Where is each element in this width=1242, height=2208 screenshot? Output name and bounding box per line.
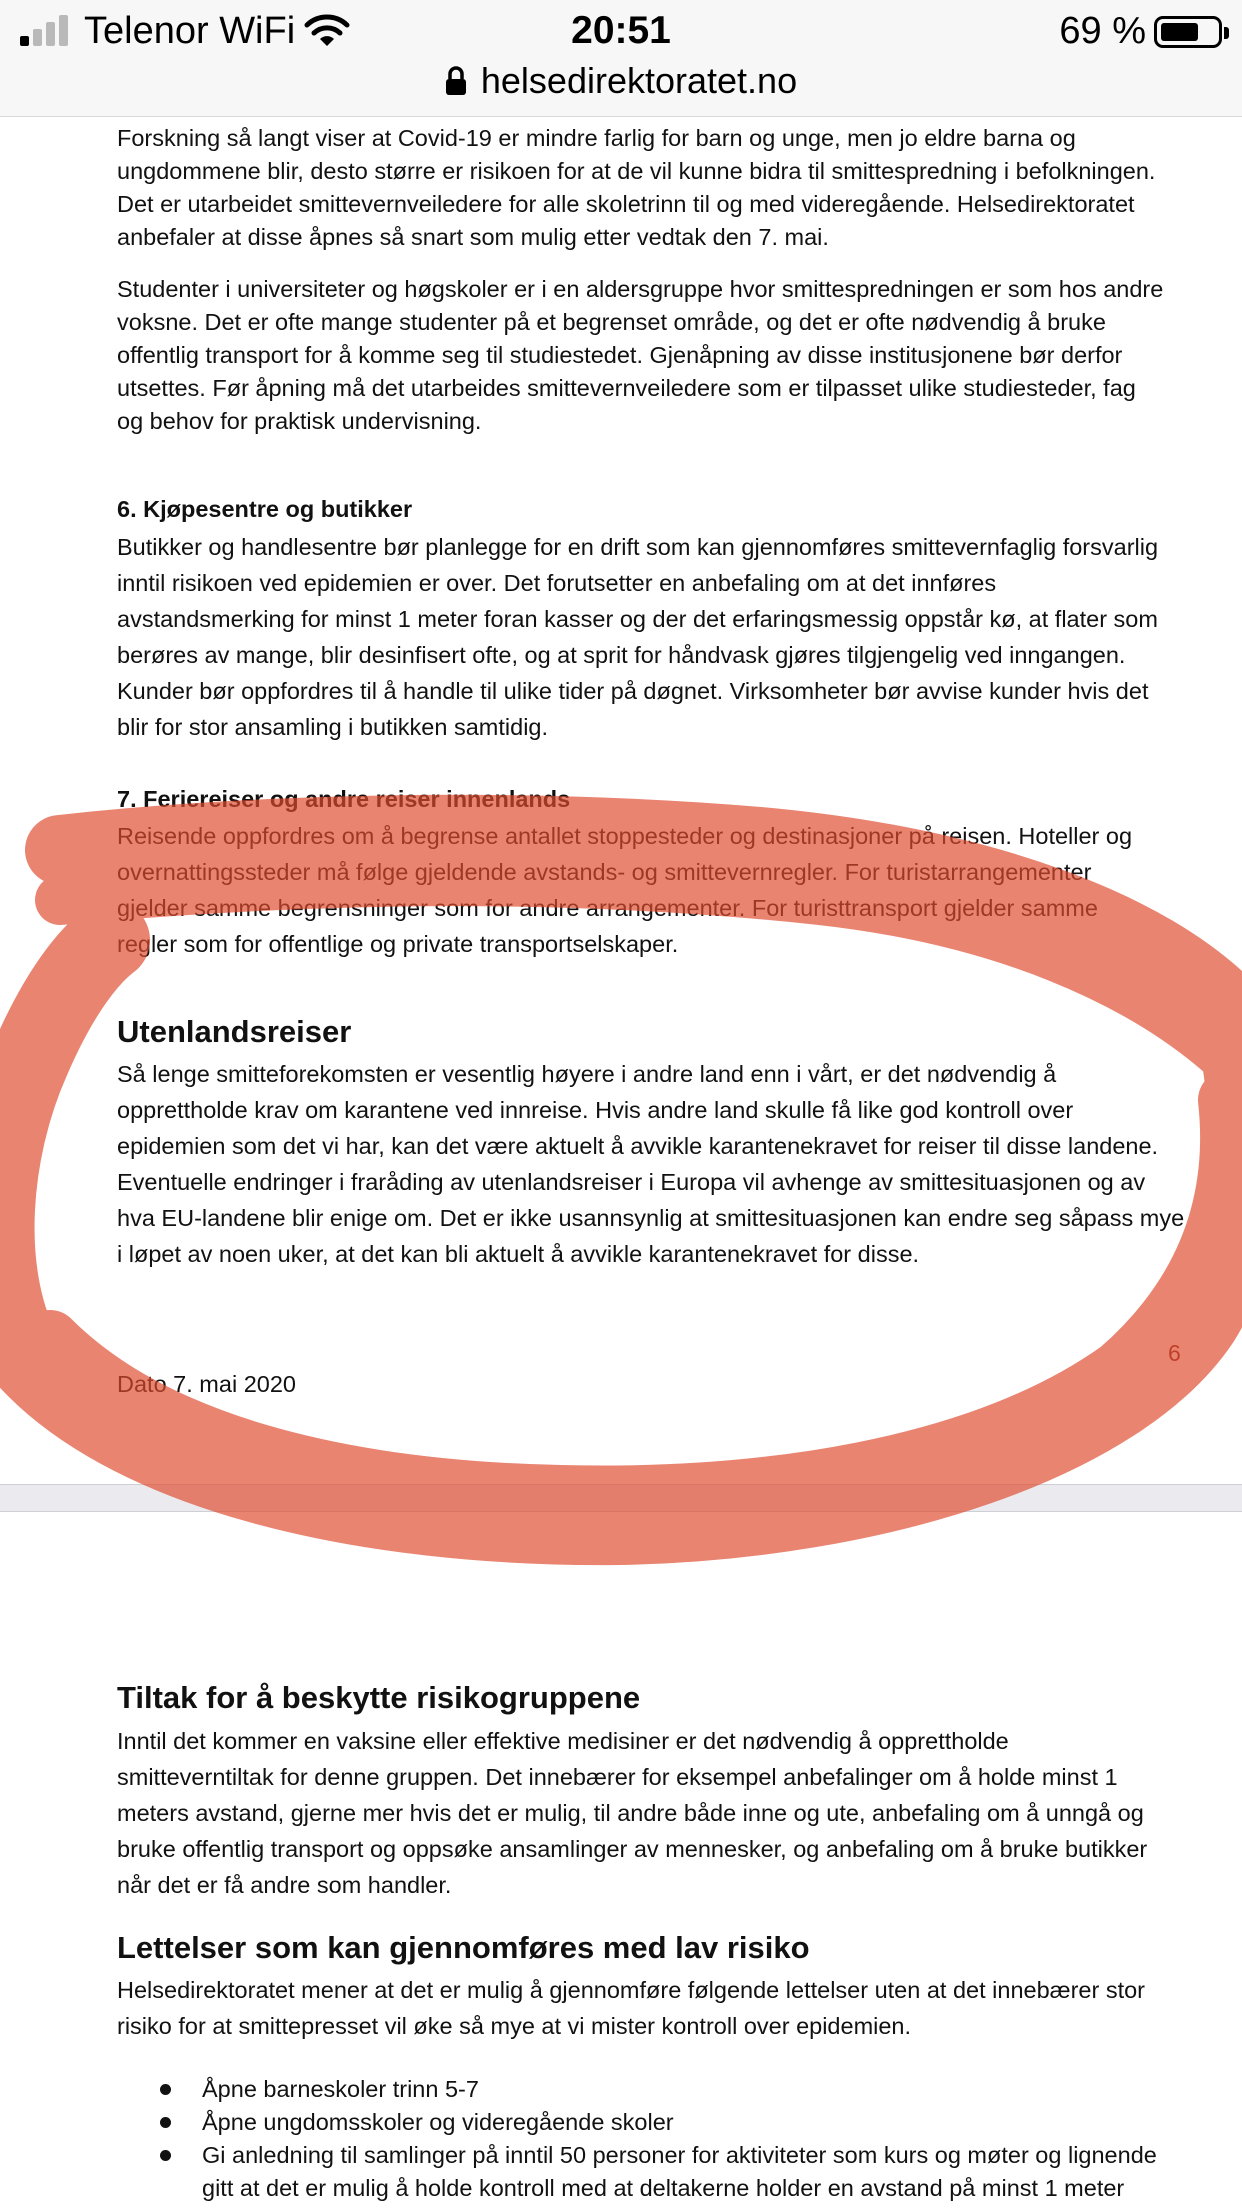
text-line: epidemien som det vi har, kan det være aktuelt å avvikle karantenekravet for reiser til disse landene. — [117, 1133, 1159, 1159]
intro-paragraph-2 — [117, 273, 1187, 438]
bullet-icon — [160, 2117, 171, 2128]
text-line: Inntil det kommer en vaksine eller effektive medisiner er det nødvendig å opprettholde — [117, 1728, 1009, 1754]
text-line: anbefaler at disse åpnes så snart som mulig etter vedtak den 7. mai. — [117, 224, 829, 250]
text-line: Det er utarbeidet smittevernveiledere for alle skoletrinn til og med videregående. Helsedirektoratet — [117, 191, 1135, 217]
lock-icon — [445, 66, 467, 96]
list-item-text: Åpne barneskoler trinn 5-7 — [202, 2076, 479, 2102]
clock: 20:51 — [571, 9, 671, 52]
text-line: Eventuelle endringer i fraråding av utenlandsreiser i Europa vil avhenge av smittesituasjonen og av — [117, 1169, 1146, 1195]
text-line: Reisende oppfordres om å begrense antallet stoppesteder og destinasjoner på reisen. Hoteller og — [117, 823, 1133, 849]
text-line: utsettes. Før åpning må det utarbeides smittevernveiledere som er tilpasset ulike studiesteder, fag — [117, 375, 1136, 401]
text-line: voksne. Det er ofte mange studenter på et begrenset område, og det er ofte nødvendig å bruke — [117, 309, 1106, 335]
date-footer: Dato 7. mai 2020 — [117, 1371, 296, 1397]
text-line: ungdommene blir, desto større er risikoen for at de vil kunne bidra til smittespredning i befolkningen. — [117, 158, 1156, 184]
text-line: Studenter i universiteter og høgskoler er i en aldersgruppe hvor smittespredningen er som hos andre — [117, 276, 1164, 302]
text-line: og behov for praktisk undervisning. — [117, 408, 482, 434]
text-line: Så lenge smitteforekomsten er vesentlig høyere i andre land enn i vårt, er det nødvendig å — [117, 1061, 1057, 1087]
text-line: opprettholde krav om karantene ved innreise. Hvis andre land skulle få like god kontroll over — [117, 1097, 1074, 1123]
text-line: avstandsmerking for minst 1 meter foran kasser og der det erfaringsmessig oppstår kø, at flater som — [117, 606, 1158, 632]
text-line: Forskning så langt viser at Covid-19 er mindre farlig for barn og unge, men jo eldre barna og — [117, 125, 1076, 151]
list-item-text: Gi anledning til samlinger på inntil 50 personer for aktiviteter som kurs og møter og lignende — [202, 2142, 1157, 2168]
list-item — [0, 2106, 1242, 2139]
list-item-text: gitt at det er mulig å holde kontroll med at deltakerne holder en avstand på minst 1 meter — [202, 2175, 1125, 2201]
risikogruppene-text — [117, 1723, 1187, 1903]
utenlandsreiser-text — [117, 1056, 1187, 1272]
text-line: overnattingssteder må følge gjeldende avstands- og smittevernregler. For turistarrangementer — [117, 859, 1092, 885]
text-line: Kunder bør oppfordres til å handle til ulike tider på døgnet. Virksomheter bør avvise kunder hvis det — [117, 678, 1149, 704]
utenlandsreiser-heading: Utenlandsreiser — [117, 1014, 352, 1049]
text-line: hva EU-landene blir enige om. Det er ikke usannsynlig at smittesituasjonen kan endre seg såpass mye — [117, 1205, 1185, 1231]
text-line: bruke offentlig transport og oppsøke ansamlinger av mennesker, og anbefaling om å bruke butikker — [117, 1836, 1148, 1862]
status-bar — [0, 0, 1242, 62]
section-7-text — [117, 818, 1187, 962]
list-item-text: Åpne ungdomsskoler og videregående skoler — [202, 2109, 674, 2135]
address-bar[interactable] — [0, 58, 1242, 104]
battery-percentage: 69 % — [1059, 10, 1146, 52]
text-line: berøres av mange, blir desinfisert ofte, og at sprit for håndvask gjøres tilgjengelig ved inngangen. — [117, 642, 1126, 668]
text-line: regler som for offentlige og private transportselskaper. — [117, 931, 679, 957]
section-6-title: 6. Kjøpesentre og butikker — [117, 496, 413, 522]
list-item — [0, 2073, 1242, 2106]
bullet-icon — [160, 2150, 171, 2161]
carrier-name: Telenor WiFi — [84, 10, 296, 52]
text-line: risiko for at smittepresset vil øke så mye at vi mister kontroll over epidemien. — [117, 2013, 912, 2039]
intro-paragraph-1 — [117, 122, 1187, 254]
browser-chrome — [0, 0, 1242, 117]
text-line: meters avstand, gjerne mer hvis det er mulig, til andre både inne og ute, anbefaling om å unngå og — [117, 1800, 1144, 1826]
text-line: blir for stor ansamling i butikken samtidig. — [117, 714, 549, 740]
section-7-title: 7. Feriereiser og andre reiser innenlands — [117, 786, 571, 812]
list-item-continuation — [0, 2172, 1242, 2205]
battery-level-fill — [1161, 23, 1198, 41]
text-line: Butikker og handlesentre bør planlegge for en drift som kan gjennomføres smittevernfaglig forsvarlig — [117, 534, 1159, 560]
battery-icon — [1154, 16, 1222, 48]
text-line: smitteverntiltak for denne gruppen. Det innebærer for eksempel anbefalinger om å holde minst 1 — [117, 1764, 1118, 1790]
page-separator — [0, 1484, 1242, 1512]
url-domain: helsedirektoratet.no — [480, 60, 798, 101]
text-line: offentlig transport for å komme seg til studiestedet. Gjenåpning av disse institusjonene bør derfor — [117, 342, 1123, 368]
text-line: i løpet av noen uker, at det kan bli aktuelt å avvikle karantenekravet for disse. — [117, 1241, 920, 1267]
text-line: når det er få andre som handler. — [117, 1872, 452, 1898]
page-number: 6 — [1168, 1340, 1181, 1366]
text-line: Helsedirektoratet mener at det er mulig å gjennomføre følgende lettelser uten at det innebærer stor — [117, 1977, 1145, 2003]
lettelser-heading: Lettelser som kan gjennomføres med lav risiko — [117, 1930, 810, 1965]
lettelser-bullet-list — [0, 2073, 1242, 2205]
list-item — [0, 2139, 1242, 2172]
lettelser-text — [117, 1972, 1187, 2044]
section-6-text — [117, 529, 1187, 745]
text-line: inntil risikoen ved epidemien er over. Det forutsetter en anbefaling om at det innføres — [117, 570, 997, 596]
bullet-icon — [160, 2084, 171, 2095]
text-line: gjelder samme begrensninger som for andre arrangementer. For turisttransport gjelder samme — [117, 895, 1098, 921]
risikogruppene-heading: Tiltak for å beskytte risikogruppene — [117, 1680, 641, 1715]
